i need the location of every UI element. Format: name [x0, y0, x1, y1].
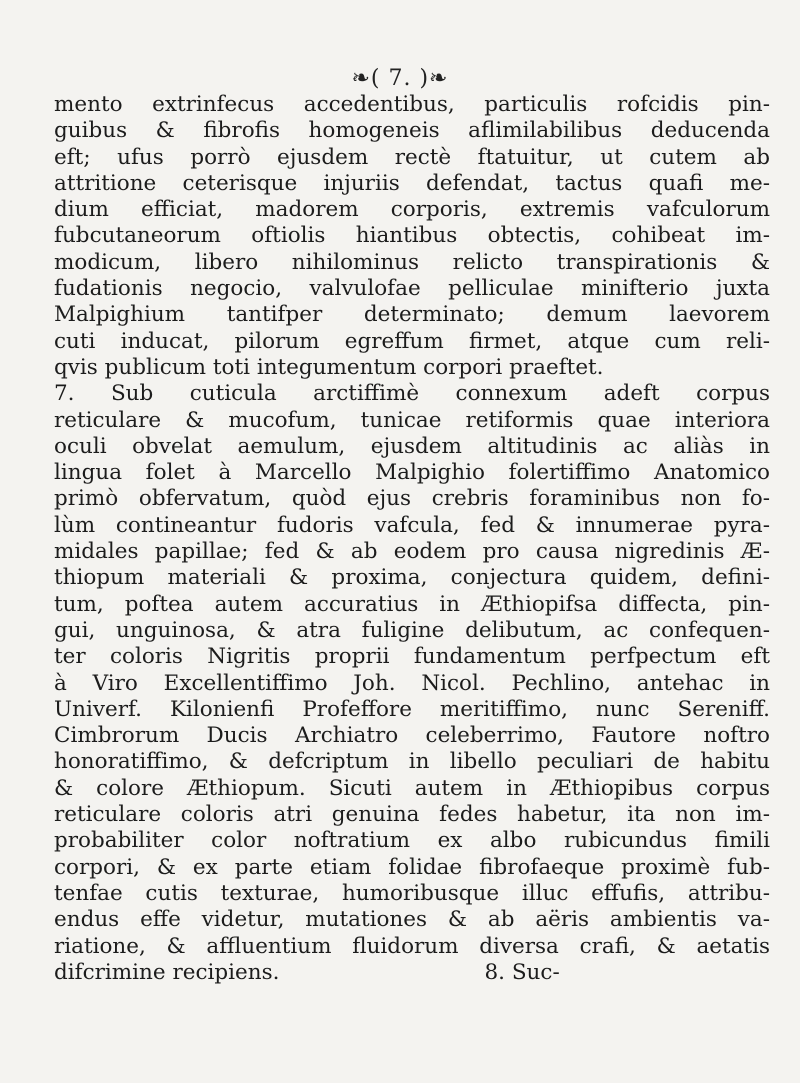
text-line: thiopum materiali & proxima, conjectura quidem, defini- [54, 565, 770, 591]
text-line: dium efficiat, madorem corporis, extremis vafculorum [54, 197, 770, 223]
text-line: à Viro Excellentiffimo Joh. Nicol. Pechlino, antehac in [54, 670, 770, 696]
text-line: qvis publicum toti integumentum corpori praeftet. [54, 354, 604, 380]
text-line: reticulare coloris atri genuina fedes habetur, ita non im- [54, 802, 770, 828]
text-line: cuti inducat, pilorum egreffum firmet, atque cum reli- [54, 328, 770, 354]
text-line: lingua folet à Marcello Malpighio folertiffimo Anatomico [54, 460, 770, 486]
text-line: difcrimine recipiens. 8. Suc- [54, 959, 560, 985]
text-line: 7. Sub cuticula arctiffimè connexum adeft corpus [54, 381, 770, 407]
text-line: corpori, & ex parte etiam folidae fibrofaeque proximè fub- [54, 854, 770, 880]
text-line: Cimbrorum Ducis Archiatro celeberrimo, Fautore noftro [54, 723, 770, 749]
text-line: & colore Æthiopum. Sicuti autem in Æthiopibus corpus [54, 775, 770, 801]
text-line: midales papillae; fed & ab eodem pro causa nigredinis Æ- [54, 539, 770, 565]
text-line: tenfae cutis texturae, humoribusque illuc effufis, attribu- [54, 880, 770, 906]
text-line: probabiliter color noftratium ex albo rubicundus fimili [54, 828, 770, 854]
text-line: tum, poftea autem accuratius in Æthiopifsa diffecta, pin- [54, 591, 770, 617]
text-line: ter coloris Nigritis proprii fundamentum perfpectum eft [54, 644, 770, 670]
text-line: reticulare & mucofum, tunicae retiformis quae interiora [54, 407, 770, 433]
text-line: attritione ceterisque injuriis defendat, tactus quafi me- [54, 170, 770, 196]
text-line: Univerf. Kilonienfi Profeffore meritiffimo, nunc Sereniff. [54, 696, 770, 722]
text-line: lùm contineantur fudoris vafcula, fed & innumerae pyra- [54, 512, 770, 538]
text-line: eft; ufus porrò ejusdem rectè ftatuitur, ut cutem ab [54, 144, 770, 170]
text-line: riatione, & affluentium fluidorum diversa crafi, & aetatis [54, 933, 770, 959]
text-line: oculi obvelat aemulum, ejusdem altitudinis ac aliàs in [54, 433, 770, 459]
text-line: mento extrinfecus accedentibus, particulis rofcidis pin- [54, 92, 770, 117]
page-header: ❧( 7. )❧ [351, 66, 449, 91]
text-line: primò obfervatum, quòd ejus crebris foraminibus non fo- [54, 486, 770, 512]
text-line: fudationis negocio, valvulofae pelliculae minifterio juxta [54, 276, 770, 302]
text-line: modicum, libero nihilominus relicto transpirationis & [54, 249, 770, 275]
body-text [54, 92, 770, 986]
text-line: guibus & fibrofis homogeneis aflimilabilibus deducenda [54, 118, 770, 144]
text-line: honoratiffimo, & defcriptum in libello peculiari de habitu [54, 749, 770, 775]
text-line: endus effe videtur, mutationes & ab aëris ambientis va- [54, 907, 770, 933]
text-line: gui, unguinosa, & atra fuligine delibutum, ac confequen- [54, 617, 770, 643]
text-line: Malpighium tantifper determinato; demum laevorem [54, 302, 770, 328]
text-line: fubcutaneorum oftiolis hiantibus obtectis, cohibeat im- [54, 223, 770, 249]
